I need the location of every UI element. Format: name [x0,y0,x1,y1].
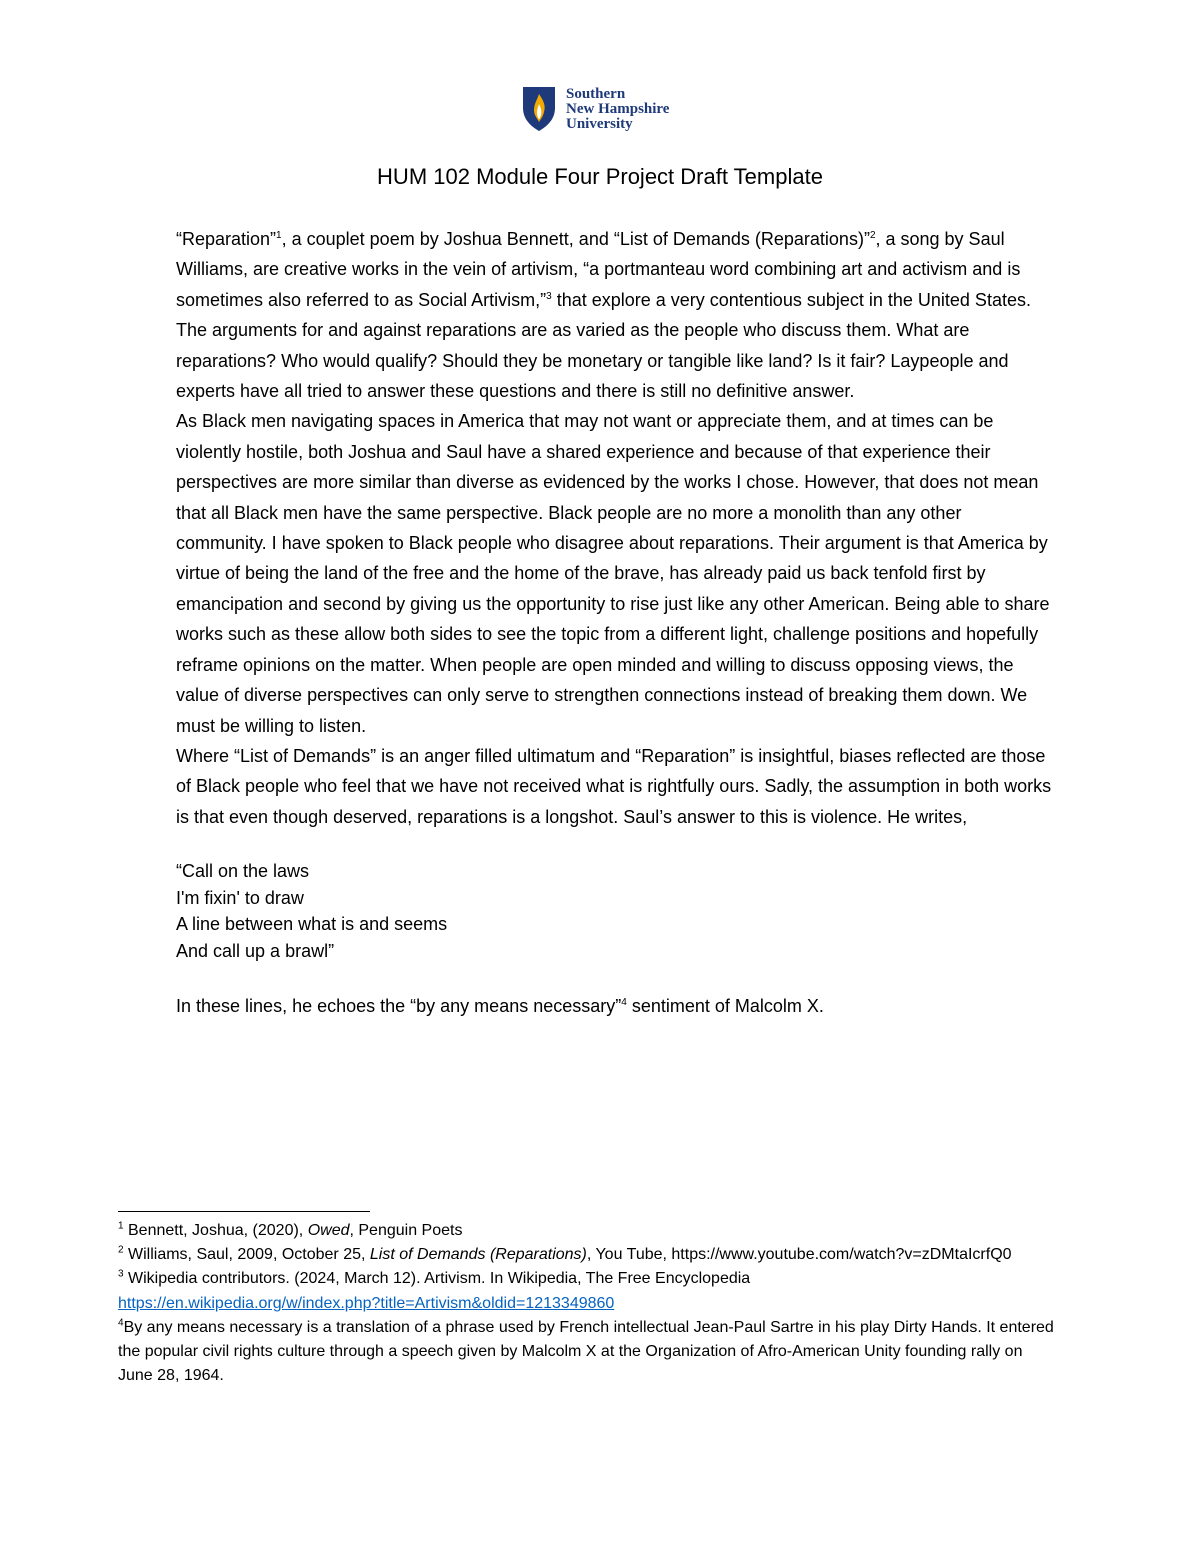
university-name: Southern New Hampshire University [566,85,670,132]
footnote-separator [118,1211,370,1212]
document-title: HUM 102 Module Four Project Draft Template [377,164,823,189]
footnote-4: $^4$By any means necessary is a translation of a phrase used by French intellectual Jean-Paul Sartre in his play Dirty Hands. It entered the popular civil rights culture through a speech given by Malcolm X at the Organization of Afro-American Unity founding rally on June 28, 1964. [118,1317,1054,1385]
footnote-3: $^3$ Wikipedia contributors. (2024, March 12). Artivism. In Wikipedia, The Free Encyclopedia https://en.wikipedia.org/w/index.php?title=Artivism&oldid=1213349860 [118,1269,751,1312]
footnote-ref-3[interactable]: 3 [546,290,552,302]
snhu-shield-flame-icon [522,86,556,132]
paragraph-closing: In these lines, he echoes the “by any means necessary”$^4$ sentiment of Malcolm X. [176,995,824,1016]
paragraph-biases: Where “List of Demands” is an anger filled ultimatum and “Reparation” is insightful, biases reflected are those of Black people who feel that we have not received what is rightfully ours. Sadly, the assumption in both works is that even though deserved, reparations is a longshot. Saul’s answer to this is violence. He writes, [176,745,1052,827]
paragraph-perspectives: As Black men navigating spaces in America that may not want or appreciate them, and at times can be violently hostile, both Joshua and Saul have a shared experience and because of that experience their perspectives are more similar than diverse as evidenced by the works I chose. However, that does not mean that all Black men have the same perspective. Black people are no more a monolith than any other community. I have spoken to Black people who disagree about reparations. Their argument is that America by virtue of being the land of the free and the home of the brave, has already paid us back tenfold first by emancipation and second by giving us the opportunity to rise just like any other American. Being able to share works such as these allow both sides to see the topic from a different light, challenge positions and hopefully reframe opinions on the matter. When people are open minded and willing to discuss opposing views, the value of diverse perspectives can only serve to strengthen connections instead of breaking them down. We must be willing to listen. [176,411,1050,736]
footnotes [118,1219,1058,1388]
footnote-ref-4[interactable]: 4 [621,996,627,1008]
paragraph-intro: “Reparation”$^1$, a couplet poem by Joshua Bennett, and “List of Demands (Reparations)”$^2$, a song by Saul Williams, are creative works in the vein of artivism, “a portmanteau word combining art and activism and is sometimes also referred to as Social Artivism,”$^3$ that explore a very contentious subject in the United States. The arguments for and against reparations are as varied as the people who discuss them. What are reparations? Who would qualify? Should they be monetary or tangible like land? Is it fair? Laypeople and experts have all tried to answer these questions and there is still no definitive answer. [176,229,1031,402]
footnote-ref-2[interactable]: 2 [869,230,876,241]
footnote-1: $^1$ Bennett, Joshua, (2020), Owed, Penguin Poets [118,1220,463,1239]
footnote-2: $^2$ Williams, Saul, 2009, October 25, List of Demands (Reparations), You Tube, https://www.youtube.com/watch?v=zDMtaIcrfQ0 [118,1244,1012,1264]
document-body [176,224,1056,1021]
poem-quote: “Call on the laws I'm fixin' to draw A line between what is and seems And call up a brawl” [176,861,448,961]
footnote-ref-1[interactable]: 1 [276,230,282,241]
university-logo [522,84,669,134]
wikipedia-link[interactable]: https://en.wikipedia.org/w/index.php?title=Artivism&oldid=1213349860 [118,1294,615,1312]
